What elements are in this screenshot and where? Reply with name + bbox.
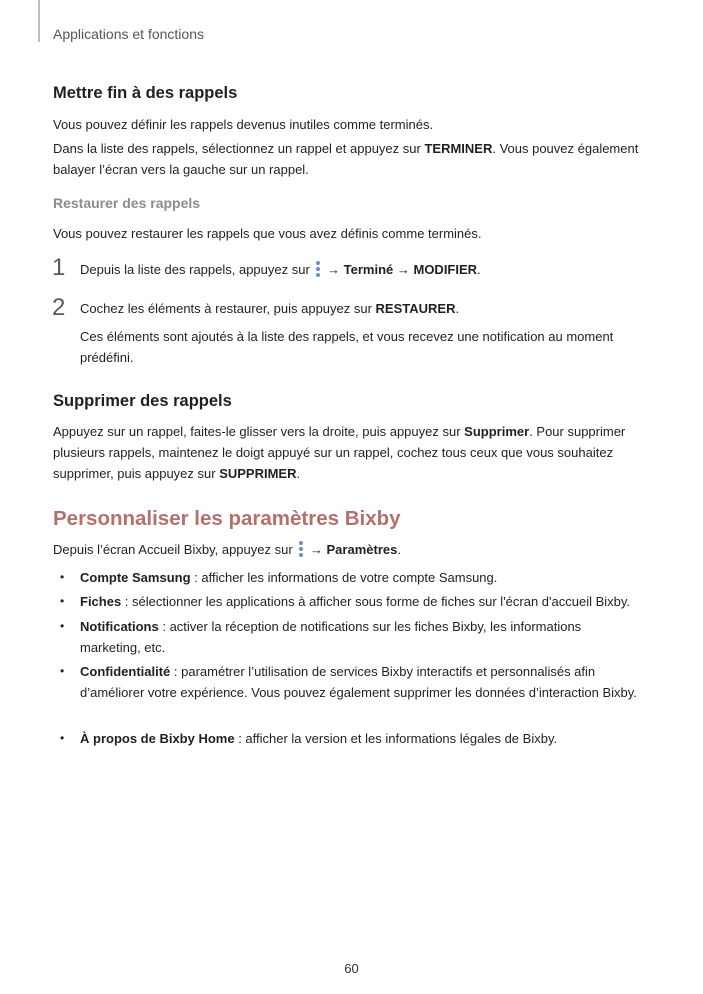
paragraph: Appuyez sur un rappel, faites-le glisser vers la droite, puis appuyez sur Supprimer. Pour supprimer plusieurs rappels, maintenez le doigt appuyé sur un rappel, cochez tous ceux que vous souhaitez supprimer, puis appuyez sur SUPPRIMER. [53,424,626,481]
section-title-supprimer-rappels: Supprimer des rappels [53,392,232,410]
list-item: Notifications : activer la réception de notifications sur les fiches Bixby, les informations marketing, etc. [80,619,582,655]
running-header: Applications et fonctions [53,26,204,42]
paragraph: Dans la liste des rappels, sélectionnez un rappel et appuyez sur TERMINER. Vous pouvez également balayer l’écran vers la gauche sur un rappel. [53,141,639,177]
section-title-parametres-bixby: Personnaliser les paramètres Bixby [53,507,401,530]
list-item: À propos de Bixby Home : afficher la version et les informations légales de Bixby. [80,731,558,746]
bullet-marker: • [60,594,65,608]
list-item: Confidentialité : paramétrer l’utilisation de services Bixby interactifs et personnalisés afin d’améliorer votre expérience. Vous pouvez également supprimer les données d’interaction Bixby. [80,664,637,700]
bullet-marker: • [60,664,65,678]
bullet-marker: • [60,731,65,745]
step-number: 1 [52,254,66,281]
step-note: Ces éléments sont ajoutés à la liste des rappels, et vous recevez une notification au moment prédéfini. [80,329,614,365]
list-item: Fiches : sélectionner les applications à afficher sous forme de fiches sur l'écran d'accueil Bixby. [80,594,631,609]
step-number: 2 [52,294,66,321]
step-text: Cochez les éléments à restaurer, puis appuyez sur RESTAURER. [80,301,460,316]
bullet-marker: • [60,570,65,584]
paragraph: Vous pouvez restaurer les rappels que vous avez définis comme terminés. [53,226,482,241]
page-number: 60 [344,961,359,976]
subsection-title-restaurer: Restaurer des rappels [53,195,201,211]
more-options-icon [314,260,322,278]
paragraph: Depuis l’écran Accueil Bixby, appuyez sur → Paramètres. [53,542,401,557]
section-title-terminer-rappels: Mettre fin à des rappels [53,84,238,102]
list-item: Compte Samsung : afficher les informations de votre compte Samsung. [80,570,498,585]
header-rule [38,0,40,42]
step-text: Depuis la liste des rappels, appuyez sur → Terminé → MODIFIER. [80,262,481,277]
paragraph: Vous pouvez définir les rappels devenus inutiles comme terminés. [53,117,434,132]
bullet-marker: • [60,619,65,633]
more-options-icon [297,540,305,558]
